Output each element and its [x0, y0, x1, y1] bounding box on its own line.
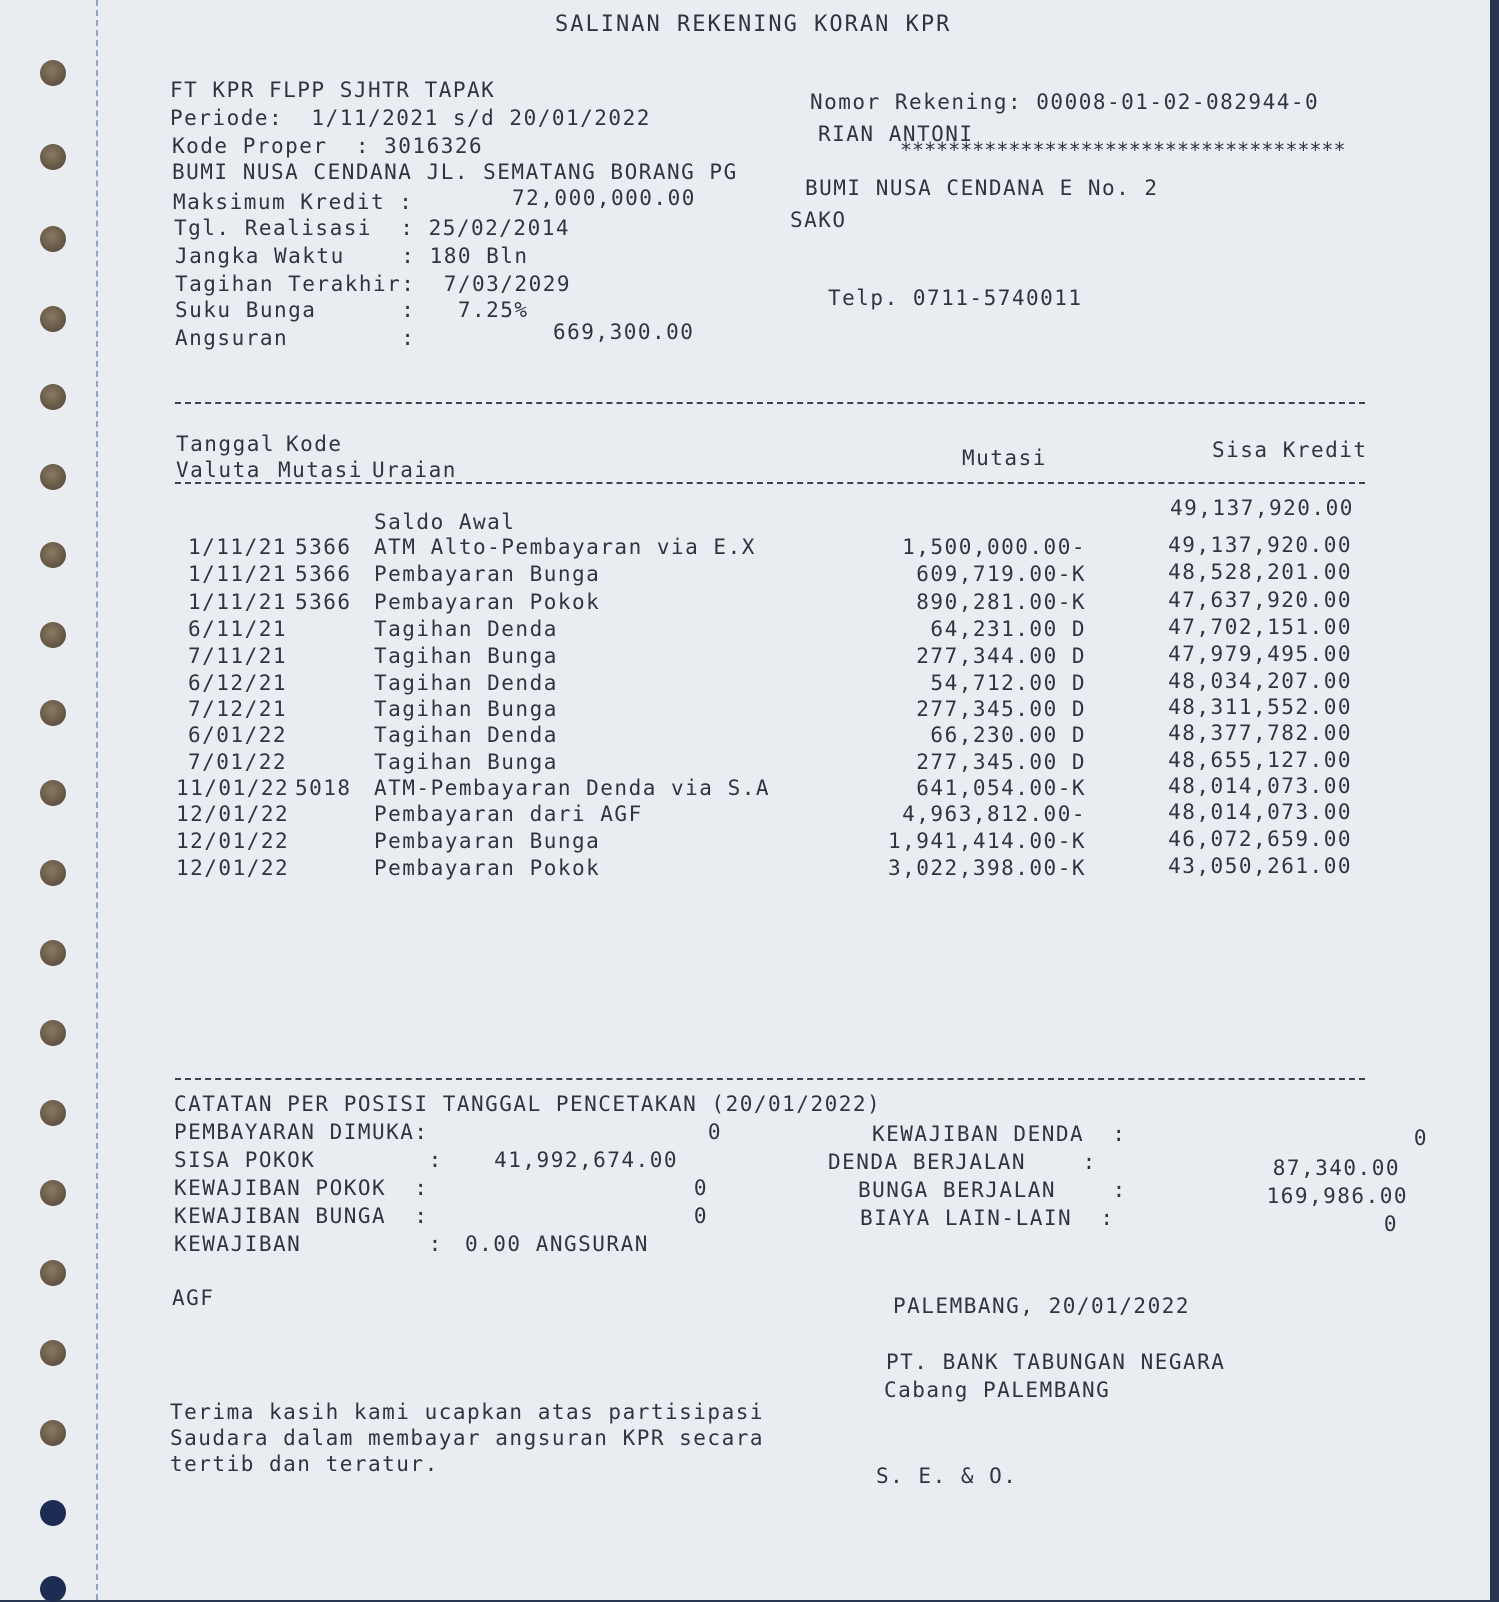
catatan-left-value: 41,992,674.00 [494, 1148, 678, 1172]
seo-note: S. E. & O. [876, 1464, 1018, 1488]
feed-hole-icon [40, 144, 66, 170]
feed-hole-icon [40, 306, 66, 332]
divider [175, 482, 1365, 484]
jangka-waktu: Jangka Waktu : 180 Bln [175, 244, 529, 268]
row-mutasi: 54,712.00 D [930, 671, 1086, 695]
saldo-awal-label: Saldo Awal [374, 510, 516, 534]
catatan-left-label: PEMBAYARAN DIMUKA: [174, 1120, 429, 1144]
nomor-rekening: Nomor Rekening: 00008-01-02-082944-0 [810, 90, 1320, 114]
property-address: BUMI NUSA CENDANA JL. SEMATANG BORANG PG [172, 160, 738, 184]
row-date: 1/11/21 [188, 535, 288, 559]
thanks-line-1: Terima kasih kami ucapkan atas partisipasi [170, 1400, 765, 1424]
saldo-awal-value: 49,137,920.00 [1170, 496, 1354, 520]
bank-branch: Cabang PALEMBANG [884, 1378, 1111, 1402]
row-mutasi: 64,231.00 D [930, 617, 1086, 641]
row-sisa-kredit: 47,637,920.00 [1168, 588, 1352, 612]
row-date: 1/11/21 [188, 562, 288, 586]
row-description: ATM Alto-Pembayaran via E.X [374, 535, 756, 559]
catatan-left-label: KEWAJIBAN BUNGA : [174, 1204, 429, 1228]
feed-hole-icon [40, 622, 66, 648]
document-title: SALINAN REKENING KORAN KPR [555, 12, 952, 37]
row-sisa-kredit: 48,014,073.00 [1168, 774, 1352, 798]
row-date: 12/01/22 [176, 829, 290, 853]
row-description: Tagihan Denda [374, 723, 558, 747]
catatan-right-value: 169,986.00 [1266, 1184, 1408, 1208]
row-sisa-kredit: 47,702,151.00 [1168, 615, 1352, 639]
tagihan-terakhir: Tagihan Terakhir: 7/03/2029 [175, 272, 572, 296]
catatan-right-value: 0 [1413, 1126, 1428, 1150]
row-date: 11/01/22 [176, 776, 290, 800]
kode-proper: Kode Proper : 3016326 [172, 134, 484, 158]
catatan-right-label: KEWAJIBAN DENDA : [872, 1122, 1127, 1146]
row-sisa-kredit: 46,072,659.00 [1168, 827, 1352, 851]
row-sisa-kredit: 49,137,920.00 [1168, 533, 1352, 557]
row-date: 1/11/21 [188, 590, 288, 614]
row-description: Tagihan Bunga [374, 644, 558, 668]
tgl-realisasi: Tgl. Realisasi : 25/02/2014 [174, 216, 571, 240]
masked-stars: ************************************* [900, 138, 1346, 162]
customer-address-line1: BUMI NUSA CENDANA E No. 2 [805, 176, 1159, 200]
periode: Periode: 1/11/2021 s/d 20/01/2022 [170, 106, 651, 130]
product-name: FT KPR FLPP SJHTR TAPAK [170, 78, 496, 102]
catatan-left-label: KEWAJIBAN POKOK : [174, 1176, 429, 1200]
row-code: 5366 [295, 535, 352, 559]
feed-hole-icon [40, 60, 66, 86]
row-code: 5366 [295, 562, 352, 586]
catatan-left-value: 0 [693, 1204, 708, 1228]
customer-name: RIAN ANTONI [818, 122, 974, 146]
row-mutasi: 66,230.00 D [930, 723, 1086, 747]
feed-hole-icon [40, 700, 66, 726]
catatan-right-value: 87,340.00 [1272, 1156, 1400, 1180]
row-date: 6/12/21 [188, 671, 288, 695]
suku-bunga: Suku Bunga : 7.25% [175, 298, 529, 322]
catatan-right-label: DENDA BERJALAN : [828, 1150, 1097, 1174]
row-mutasi: 4,963,812.00- [902, 802, 1086, 826]
feed-hole-icon [40, 1180, 66, 1206]
row-date: 6/01/22 [188, 723, 288, 747]
col-tanggal: Tanggal [176, 432, 276, 456]
row-date: 6/11/21 [188, 617, 288, 641]
row-description: Pembayaran Pokok [374, 856, 601, 880]
feed-hole-icon [40, 1576, 66, 1602]
row-sisa-kredit: 47,979,495.00 [1168, 642, 1352, 666]
row-date: 7/01/22 [188, 750, 288, 774]
row-sisa-kredit: 48,311,552.00 [1168, 695, 1352, 719]
row-description: ATM-Pembayaran Denda via S.A [374, 776, 771, 800]
col-valuta: Valuta [176, 458, 261, 482]
col-mutasi-code: Mutasi [278, 458, 363, 482]
row-description: Tagihan Denda [374, 671, 558, 695]
catatan-right-value: 0 [1383, 1212, 1398, 1236]
col-mutasi: Mutasi [962, 446, 1047, 470]
row-mutasi: 890,281.00-K [916, 590, 1086, 614]
divider [175, 402, 1365, 404]
row-sisa-kredit: 48,014,073.00 [1168, 800, 1352, 824]
row-mutasi: 277,344.00 D [916, 644, 1086, 668]
feed-hole-icon [40, 860, 66, 886]
row-description: Pembayaran dari AGF [374, 802, 643, 826]
row-mutasi: 3,022,398.00-K [887, 856, 1086, 880]
feed-hole-icon [40, 542, 66, 568]
feed-hole-icon [40, 1340, 66, 1366]
catatan-left-label: SISA POKOK : [174, 1148, 443, 1172]
row-description: Tagihan Denda [374, 617, 558, 641]
catatan-right-label: BIAYA LAIN-LAIN : [860, 1206, 1115, 1230]
row-description: Pembayaran Bunga [374, 562, 601, 586]
row-mutasi: 277,345.00 D [916, 697, 1086, 721]
catatan-left-value: 0 [707, 1120, 722, 1144]
row-description: Pembayaran Bunga [374, 829, 601, 853]
row-mutasi: 641,054.00-K [916, 776, 1086, 800]
row-date: 12/01/22 [176, 802, 290, 826]
customer-address-line2: SAKO [790, 208, 847, 232]
thanks-line-2: Saudara dalam membayar angsuran KPR secara [170, 1426, 765, 1450]
row-mutasi: 1,941,414.00-K [887, 829, 1086, 853]
row-sisa-kredit: 48,377,782.00 [1168, 721, 1352, 745]
row-date: 7/12/21 [188, 697, 288, 721]
place-date: PALEMBANG, 20/01/2022 [893, 1294, 1191, 1318]
row-description: Tagihan Bunga [374, 750, 558, 774]
feed-hole-icon [40, 384, 66, 410]
feed-hole-icon [40, 226, 66, 252]
feed-hole-icon [40, 780, 66, 806]
catatan-heading: CATATAN PER POSISI TANGGAL PENCETAKAN (20/01/2022) [174, 1092, 882, 1116]
row-description: Tagihan Bunga [374, 697, 558, 721]
maksimum-kredit-label: Maksimum Kredit : [173, 190, 414, 214]
customer-telp: Telp. 0711-5740011 [828, 286, 1083, 310]
row-date: 7/11/21 [188, 644, 288, 668]
row-code: 5366 [295, 590, 352, 614]
row-mutasi: 277,345.00 D [916, 750, 1086, 774]
col-kode: Kode [286, 432, 343, 456]
feed-hole-icon [40, 1020, 66, 1046]
catatan-left-value: 0 [693, 1176, 708, 1200]
feed-hole-icon [40, 1100, 66, 1126]
feed-hole-icon [40, 1420, 66, 1446]
feed-hole-icon [40, 940, 66, 966]
row-date: 12/01/22 [176, 856, 290, 880]
divider [175, 1078, 1365, 1080]
maksimum-kredit-value: 72,000,000.00 [512, 186, 696, 210]
row-sisa-kredit: 48,034,207.00 [1168, 669, 1352, 693]
feed-hole-icon [40, 464, 66, 490]
feed-hole-icon [40, 1260, 66, 1286]
row-code: 5018 [295, 776, 352, 800]
row-description: Pembayaran Pokok [374, 590, 601, 614]
row-sisa-kredit: 48,528,201.00 [1168, 560, 1352, 584]
agf-label: AGF [172, 1286, 215, 1310]
thanks-line-3: tertib dan teratur. [170, 1452, 439, 1476]
row-sisa-kredit: 48,655,127.00 [1168, 748, 1352, 772]
feed-hole-icon [40, 1500, 66, 1526]
catatan-right-label: BUNGA BERJALAN : [858, 1178, 1127, 1202]
catatan-left-label: KEWAJIBAN : [174, 1232, 443, 1256]
col-sisa-kredit: Sisa Kredit [1212, 438, 1368, 462]
tractor-feed-strip [0, 0, 98, 1600]
row-mutasi: 1,500,000.00- [902, 535, 1086, 559]
angsuran-value: 669,300.00 [553, 320, 695, 344]
bank-name: PT. BANK TABUNGAN NEGARA [886, 1350, 1226, 1374]
row-mutasi: 609,719.00-K [916, 562, 1086, 586]
catatan-left-value: 0.00 ANGSURAN [465, 1232, 649, 1256]
row-sisa-kredit: 43,050,261.00 [1168, 854, 1352, 878]
angsuran-label: Angsuran : [175, 326, 416, 350]
col-uraian: Uraian [372, 458, 457, 482]
